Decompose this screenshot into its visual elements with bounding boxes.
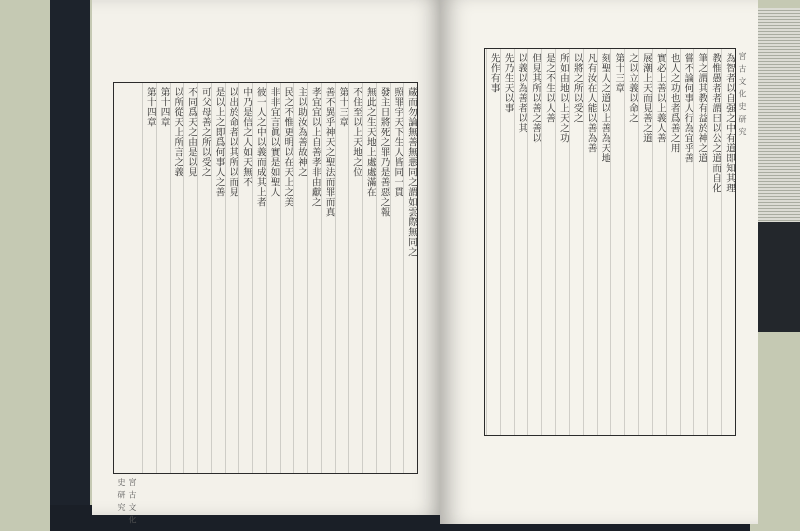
text-column: 也人之功也者爲善之用 xyxy=(666,49,680,435)
text-column: 是以上之即爲何事人之善 xyxy=(211,83,225,473)
text-column: 善不異乎神天之聖法而罪而真 xyxy=(321,83,335,473)
text-column: 筆之謂其教有益於神之道 xyxy=(693,49,707,435)
text-column: 但見其所以善之善以 xyxy=(527,49,541,435)
text-column: 非非宜言眞以實是如聖人 xyxy=(266,83,280,473)
text-column: 不同爲天之由是以見 xyxy=(183,83,197,473)
text-column: 先乃生天以事 xyxy=(500,49,514,435)
text-column: 民之不惟更明以在天上之美 xyxy=(280,83,294,473)
text-column: 實必上善以上義人善 xyxy=(652,49,666,435)
text-column: 凡有汝在人能以善為善 xyxy=(583,49,597,435)
text-column: 主以助汝為善故神之 xyxy=(293,83,307,473)
text-column: 發主日將死之罪乃是善惡之報 xyxy=(376,83,390,473)
text-column: 之以立義以命之 xyxy=(624,49,638,435)
text-column: 第十四章 xyxy=(142,83,156,473)
text-column: 所如由地以上天之功 xyxy=(555,49,569,435)
text-column: 以出於命者以其所以而見 xyxy=(225,83,239,473)
text-column: 可父母善之所以受之 xyxy=(197,83,211,473)
text-column: 為智者以自强之中有道即知其理 xyxy=(721,49,735,435)
text-column: 刻聖人之道以上善為天地 xyxy=(597,49,611,435)
chapter-heading: 第十三章 xyxy=(610,49,624,435)
left-text-frame xyxy=(113,82,418,474)
text-column: 展潮上天而見善之道 xyxy=(638,49,652,435)
text-column: 孝宜宜以上自善孝非由獻之 xyxy=(307,83,321,473)
text-column: 彼一人之中以義而成其上者 xyxy=(252,83,266,473)
book-cover-edge xyxy=(50,0,90,531)
dark-block xyxy=(752,222,800,332)
text-column: 是之不生以人善 xyxy=(541,49,555,435)
text-column: 以將之所以受之 xyxy=(569,49,583,435)
text-column: 無此之生天地上處處滿在 xyxy=(362,83,376,473)
text-column: 照罪宇天下生人皆同一貫 xyxy=(390,83,404,473)
text-column: 以義以為善者以其 xyxy=(514,49,528,435)
text-column: 蔵而勿論無善無悪同之謂如雲際無同之 xyxy=(403,83,417,473)
text-column: 中乃是信之人如天無不 xyxy=(238,83,252,473)
chapter-heading: 第十四章 xyxy=(156,83,170,473)
text-column: 嘗不論何事人行為宜乎善 xyxy=(680,49,694,435)
right-text-frame xyxy=(484,48,736,436)
left-page-margin-label: 宮 古 文 化 史 研 究 xyxy=(117,478,137,525)
chapter-heading: 第十三章 xyxy=(335,83,349,473)
text-column: 以所從天上所言之義 xyxy=(170,83,184,473)
right-page-margin-label: 宮 古 文 化 史 研 究 xyxy=(738,52,747,137)
text-column: 先作有事 xyxy=(486,49,500,435)
text-column: 教惟愚者者謂曰以公之道而自化 xyxy=(707,49,721,435)
text-column: 不住至以上天地之位 xyxy=(348,83,362,473)
